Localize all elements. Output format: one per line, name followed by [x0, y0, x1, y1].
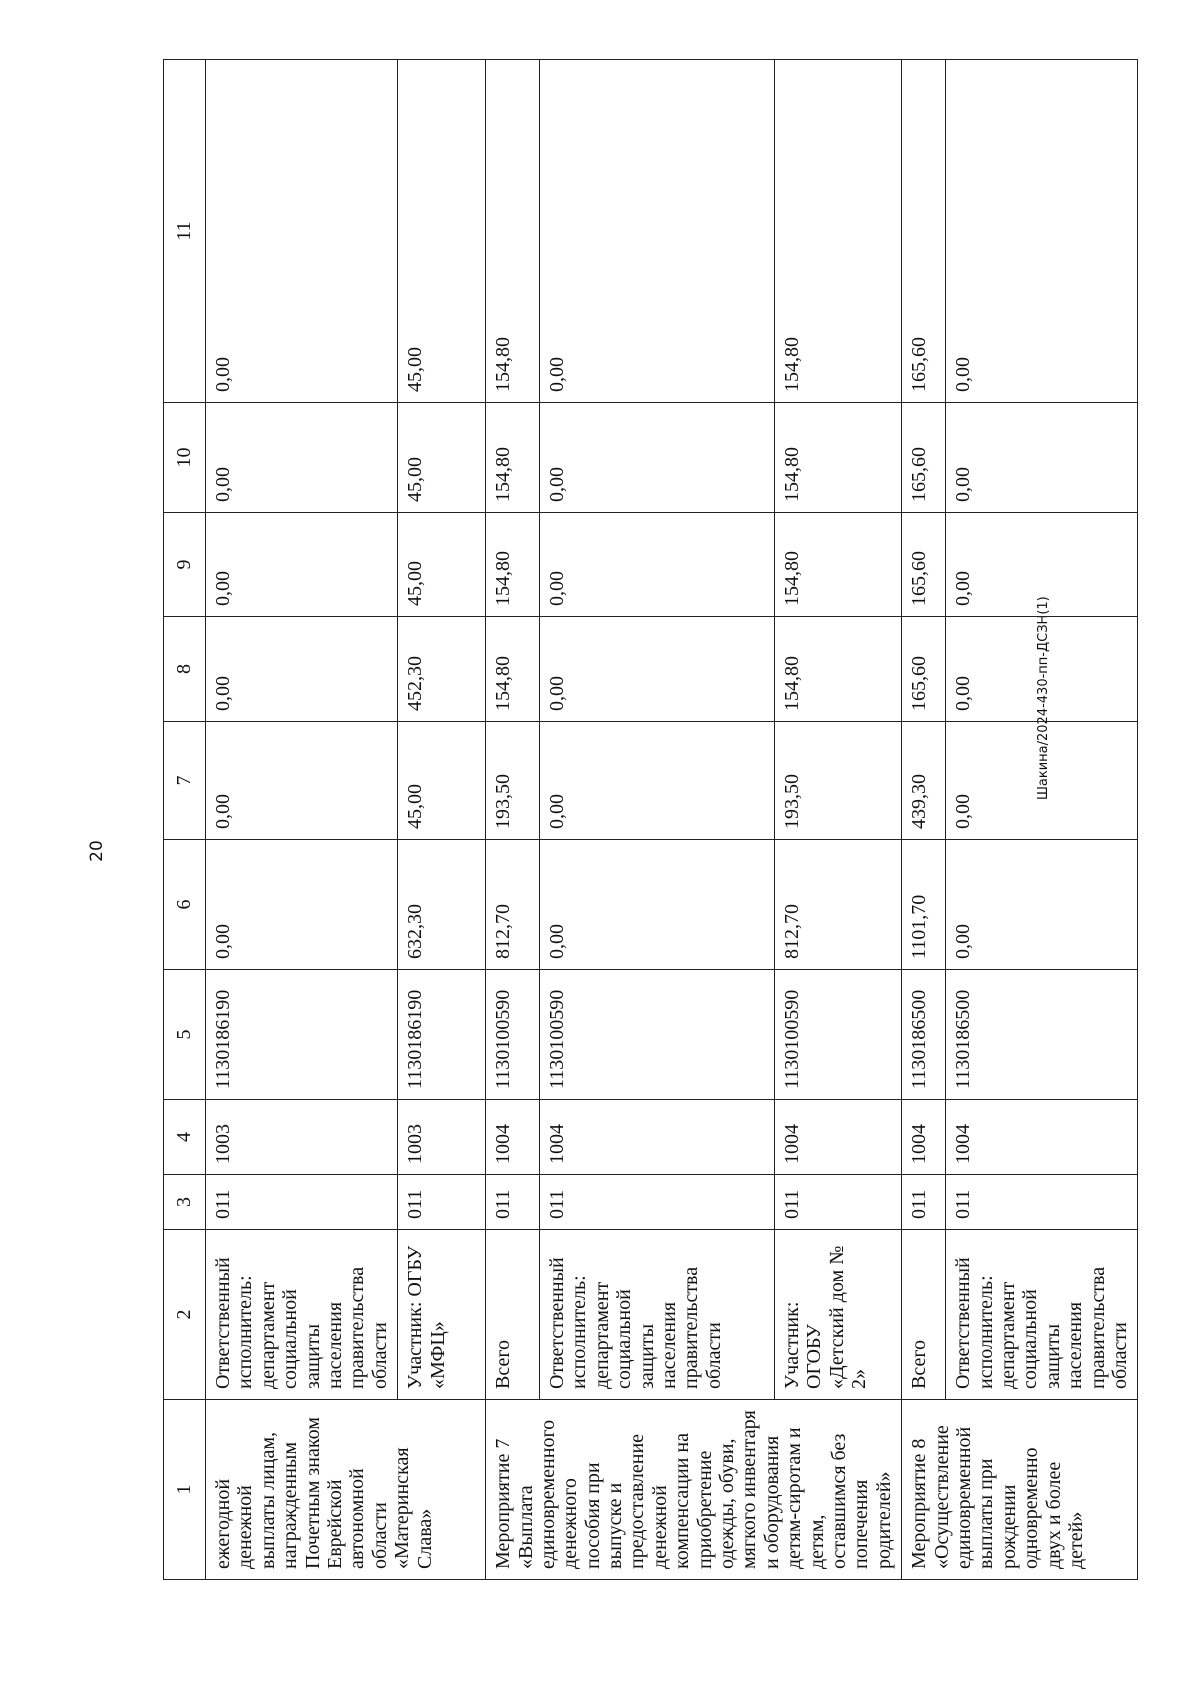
value-cell: 165,60: [902, 60, 946, 403]
value-cell: 0,00: [946, 60, 1138, 403]
value-cell: 0,00: [206, 403, 398, 513]
value-cell: 0,00: [206, 617, 398, 722]
section-cell: 1003: [206, 1100, 398, 1175]
section-cell: 1004: [486, 1100, 540, 1175]
value-cell: 45,00: [398, 722, 486, 840]
header-row: [164, 60, 206, 1580]
value-cell: 45,00: [398, 60, 486, 403]
header-cell: 2: [164, 1230, 206, 1400]
target-article-cell: 1130186500: [902, 970, 946, 1100]
value-cell: 193,50: [774, 722, 901, 840]
rotated-table-container: [163, 60, 1131, 1580]
value-cell: 452,30: [398, 617, 486, 722]
value-cell: 0,00: [539, 513, 774, 617]
value-cell: 0,00: [946, 403, 1138, 513]
section-cell: 1003: [398, 1100, 486, 1175]
section-cell: 1004: [902, 1100, 946, 1175]
header-cell: 7: [164, 722, 206, 840]
target-article-cell: 1130100590: [486, 970, 540, 1100]
section-cell: 1004: [539, 1100, 774, 1175]
value-cell: 154,80: [774, 617, 901, 722]
header-cell: 1: [164, 1400, 206, 1580]
value-cell: 193,50: [486, 722, 540, 840]
value-cell: 165,60: [902, 617, 946, 722]
executor-cell: Ответственный исполнитель: департамент социальной защиты населения правительства области: [539, 1230, 774, 1400]
value-cell: 154,80: [774, 60, 901, 403]
executor-cell: Ответственный исполнитель: департамент социальной защиты населения правительства области: [206, 1230, 398, 1400]
target-article-cell: 1130186190: [398, 970, 486, 1100]
code-cell: 011: [946, 1175, 1138, 1230]
page-number: 20: [87, 840, 107, 862]
executor-cell: Всего: [902, 1230, 946, 1400]
executor-cell: Ответственный исполнитель: департамент социальной защиты населения правительства области: [946, 1230, 1138, 1400]
table-row: [902, 60, 946, 1580]
value-cell: 0,00: [206, 60, 398, 403]
executor-cell: Участник: ОГОБУ «Детский дом № 2»: [774, 1230, 901, 1400]
value-cell: 632,30: [398, 840, 486, 970]
value-cell: 0,00: [539, 617, 774, 722]
value-cell: 439,30: [902, 722, 946, 840]
value-cell: 45,00: [398, 403, 486, 513]
value-cell: 154,80: [774, 403, 901, 513]
value-cell: 154,80: [774, 513, 901, 617]
value-cell: 812,70: [774, 840, 901, 970]
header-cell: 6: [164, 840, 206, 970]
code-cell: 011: [398, 1175, 486, 1230]
value-cell: 0,00: [206, 722, 398, 840]
header-cell: 11: [164, 60, 206, 403]
table-row: [486, 60, 540, 1580]
value-cell: 154,80: [486, 60, 540, 403]
value-cell: 154,80: [486, 617, 540, 722]
value-cell: 812,70: [486, 840, 540, 970]
value-cell: 0,00: [206, 513, 398, 617]
header-cell: 9: [164, 513, 206, 617]
executor-cell: Всего: [486, 1230, 540, 1400]
target-article-cell: 1130100590: [774, 970, 901, 1100]
table-row: [398, 60, 486, 1580]
header-cell: 10: [164, 403, 206, 513]
code-cell: 011: [486, 1175, 540, 1230]
code-cell: 011: [902, 1175, 946, 1230]
value-cell: 165,60: [902, 513, 946, 617]
value-cell: 0,00: [539, 840, 774, 970]
value-cell: 0,00: [946, 617, 1138, 722]
table-row: [206, 60, 398, 1580]
budget-table: [163, 59, 1138, 1580]
code-cell: 011: [539, 1175, 774, 1230]
header-cell: 5: [164, 970, 206, 1100]
measure-cell: ежегодной денежной выплаты лицам, награжденным Почетным знаком Еврейской автономной области «Материнская Слава»: [206, 1400, 486, 1580]
document-reference: Шакина/2024-430-пп-ДСЗН(1): [1036, 596, 1051, 800]
value-cell: 0,00: [946, 840, 1138, 970]
value-cell: 0,00: [946, 513, 1138, 617]
table-row: [774, 60, 901, 1580]
target-article-cell: 1130100590: [539, 970, 774, 1100]
value-cell: 0,00: [539, 403, 774, 513]
header-cell: 8: [164, 617, 206, 722]
code-cell: 011: [206, 1175, 398, 1230]
target-article-cell: 1130186190: [206, 970, 398, 1100]
header-cell: 3: [164, 1175, 206, 1230]
value-cell: 0,00: [539, 722, 774, 840]
section-cell: 1004: [774, 1100, 901, 1175]
value-cell: 154,80: [486, 513, 540, 617]
value-cell: 45,00: [398, 513, 486, 617]
measure-cell: Мероприятие 8 «Осуществление единовременной выплаты при рождении одновременно двух и более детей»: [902, 1400, 1138, 1580]
header-cell: 4: [164, 1100, 206, 1175]
value-cell: 165,60: [902, 403, 946, 513]
code-cell: 011: [774, 1175, 901, 1230]
table-row: [539, 60, 774, 1580]
value-cell: 1101,70: [902, 840, 946, 970]
value-cell: 0,00: [946, 722, 1138, 840]
table-row: [946, 60, 1138, 1580]
executor-cell: Участник: ОГБУ «МФЦ»: [398, 1230, 486, 1400]
section-cell: 1004: [946, 1100, 1138, 1175]
target-article-cell: 1130186500: [946, 970, 1138, 1100]
value-cell: 0,00: [206, 840, 398, 970]
measure-cell: Мероприятие 7 «Выплата единовременного денежного пособия при выпуске и предоставление денежной компенсации на приобретение одежды, обуви, мягкого инвентаря и оборудования детям-сиротам и детям, оставшимся без попечения родителей»: [486, 1400, 902, 1580]
value-cell: 0,00: [539, 60, 774, 403]
value-cell: 154,80: [486, 403, 540, 513]
